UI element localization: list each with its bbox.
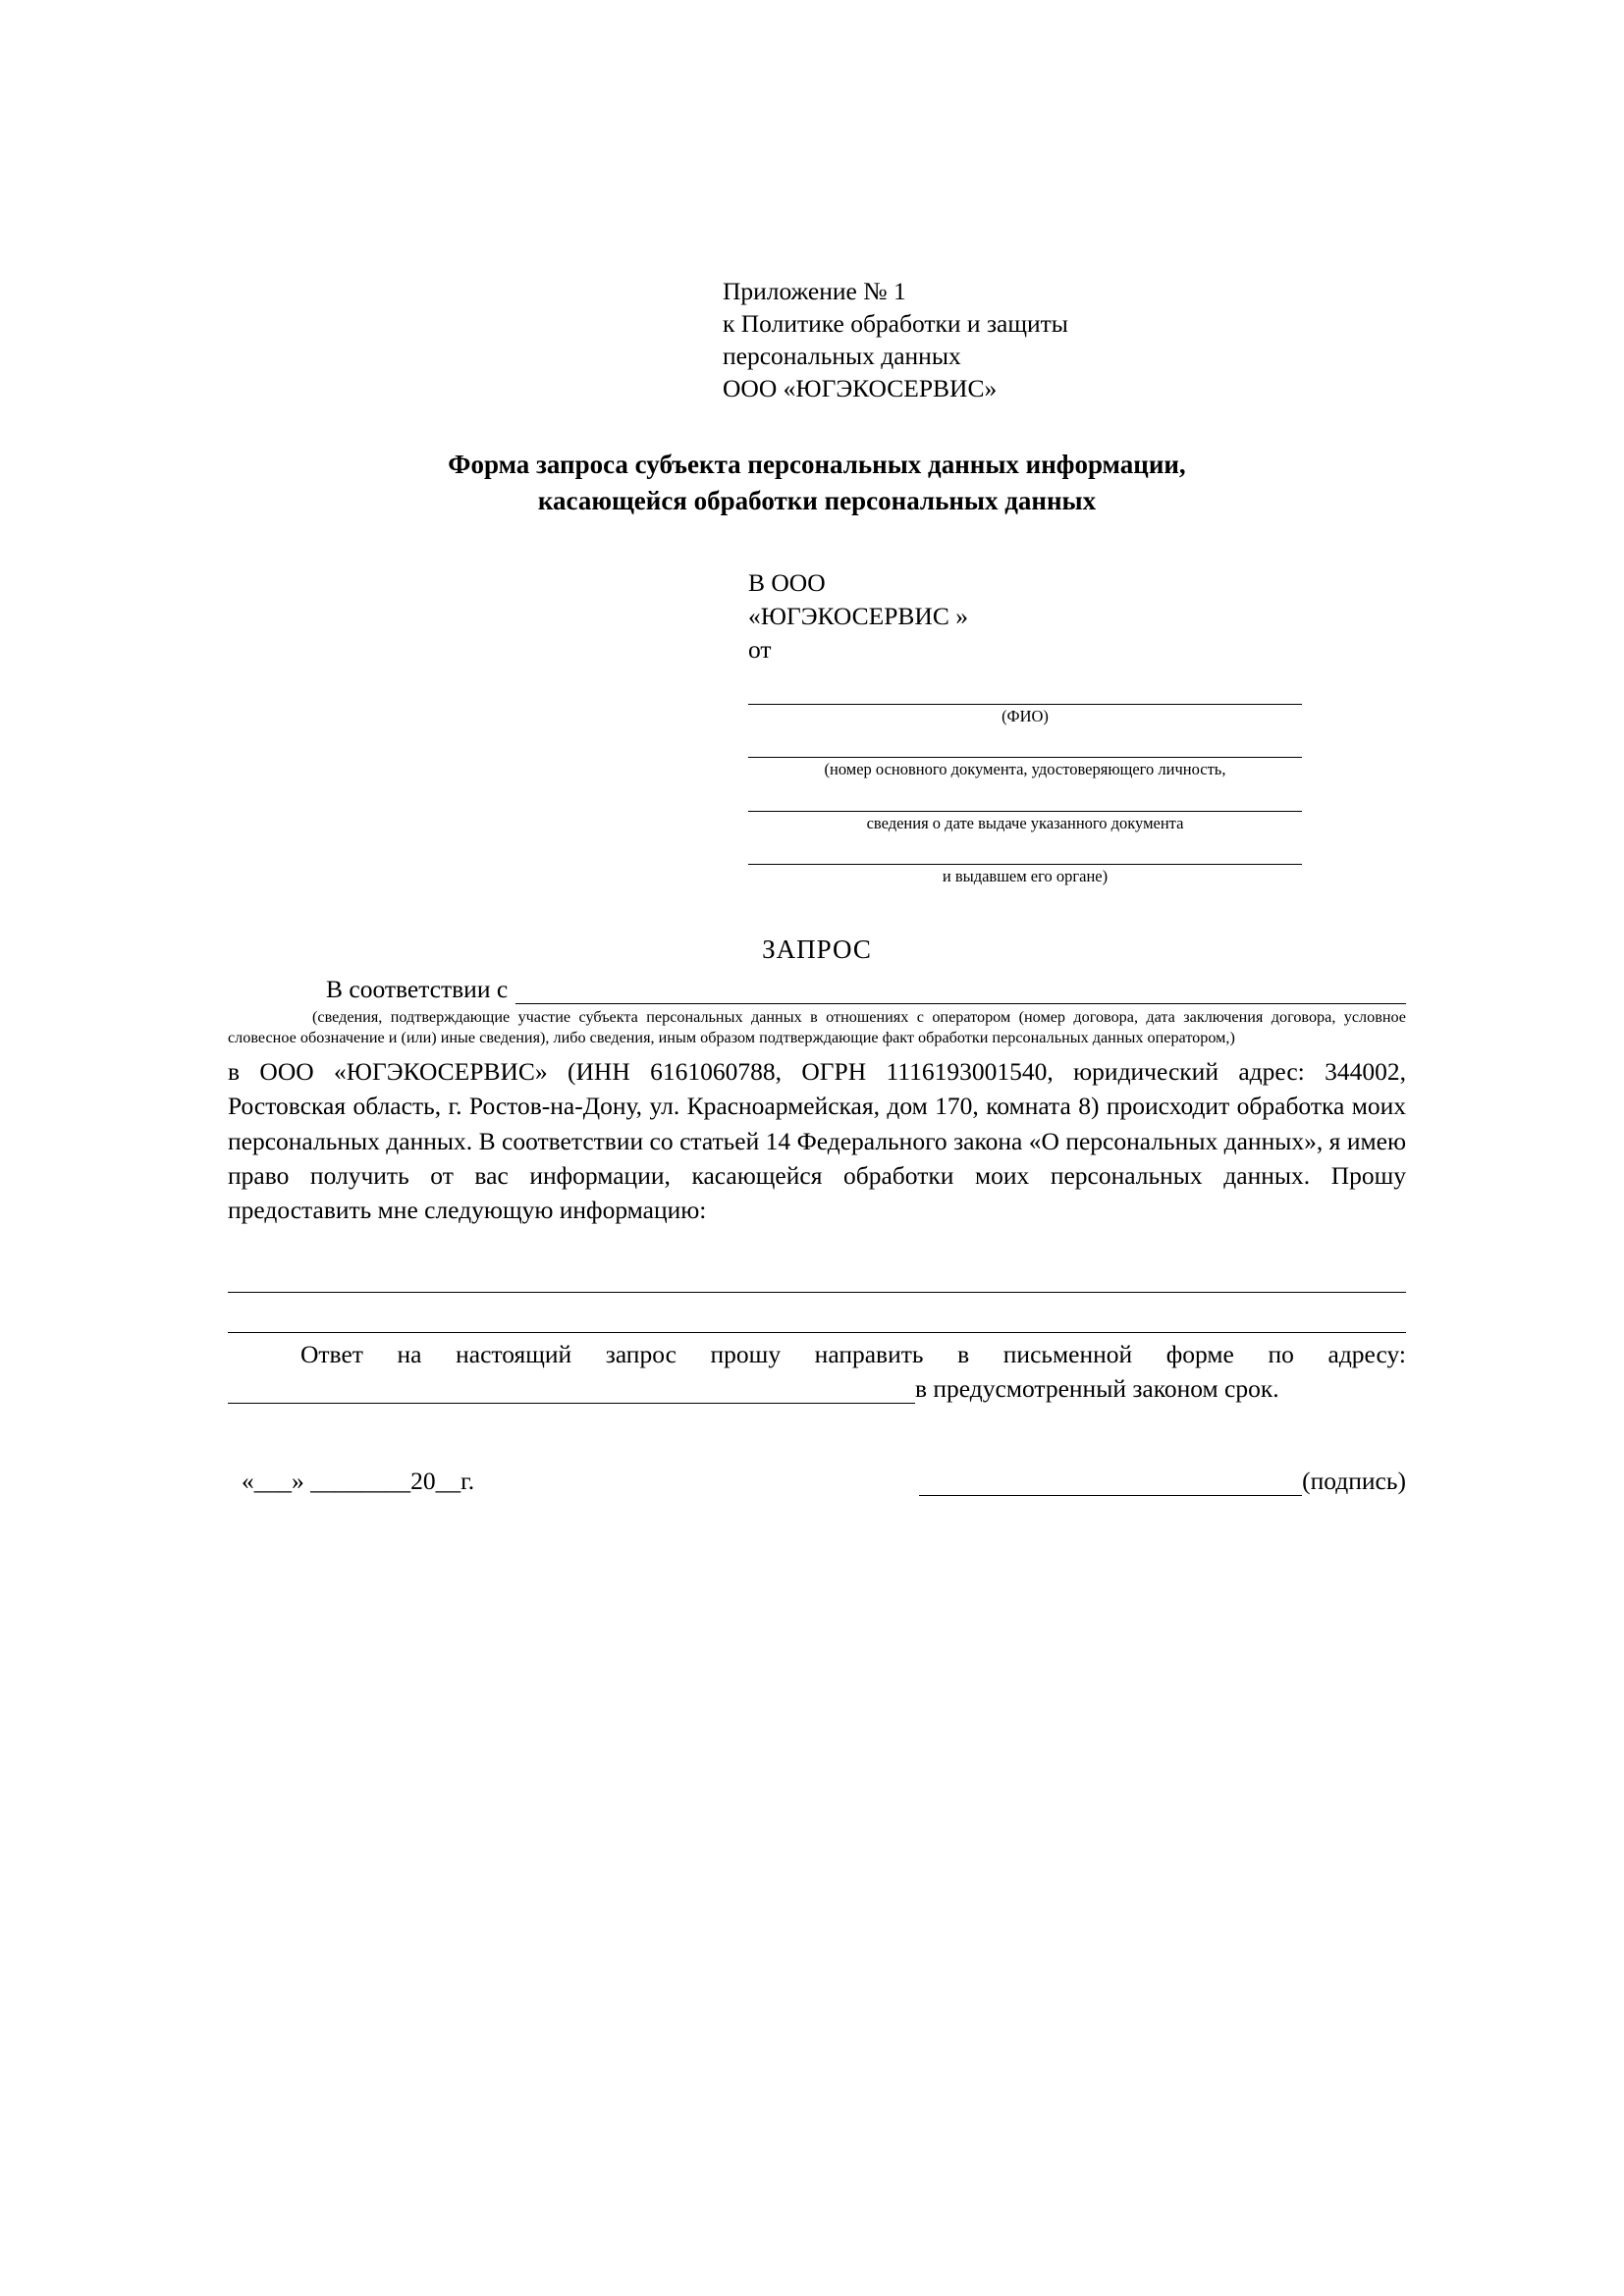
field-document-number-input[interactable] — [748, 734, 1302, 758]
field-issuing-authority-caption: и выдавшем его органе) — [942, 867, 1109, 886]
request-heading: ЗАПРОС — [762, 934, 872, 965]
signature-input[interactable] — [919, 1471, 1302, 1496]
appendix-header — [723, 275, 1406, 405]
accordance-note-text: (сведения, подтверждающие участие субъекта персональных данных в отношениях с оператором (номер договора, дата заключения договора, условное словесное обозначение и (или) иные сведения), либо сведения, иным образом подтверждающие факт обработки персональных данных оператором,) — [228, 1008, 1406, 1047]
field-issuing-authority — [748, 841, 1302, 887]
accordance-input[interactable] — [515, 982, 1406, 1004]
info-blank-line-2[interactable] — [228, 1293, 1406, 1333]
field-document-date-caption: сведения о дате выдаче указанного документа — [866, 813, 1184, 832]
field-document-number-caption: (номер основного документа, удостоверяющего личность, — [824, 760, 1226, 779]
page-title-line-1: Форма запроса субъекта персональных данных информации, — [448, 449, 1186, 479]
request-body: в ООО «ЮГЭКОСЕРВИС» (ИНН 6161060788, ОГРН 1116193001540, юридический адрес: 344002, Ростовская область, г. Ростов-на-Дону, ул. Красноармейская, дом 170, комната 8) происходит обработка моих персональных данных. В соответствии со статьей 14 Федерального закона «О персональных данных», я имею право получить от вас информации, касающейся обработки моих персональных данных. Прошу предоставить мне следующую информацию: — [228, 1057, 1406, 1224]
page-title — [228, 447, 1406, 520]
signature-row — [228, 1467, 1406, 1496]
document-content — [228, 275, 1406, 1496]
appendix-header-line-4: ООО «ЮГЭКОСЕРВИС» — [723, 374, 998, 403]
accordance-label: В соответствии с — [326, 975, 509, 1004]
field-full-name-input[interactable] — [748, 681, 1302, 705]
appendix-header-line-3: персональных данных — [723, 342, 961, 371]
field-full-name — [748, 681, 1302, 727]
field-document-date — [748, 788, 1302, 834]
accordance-note — [228, 1007, 1406, 1048]
answer-address-tail: в предусмотренный законом срок. — [915, 1373, 1279, 1403]
addressee-line-1: В ООО — [748, 568, 826, 598]
field-full-name-caption: (ФИО) — [1001, 706, 1049, 725]
field-document-date-input[interactable] — [748, 788, 1302, 812]
appendix-header-line-2: к Политике обработки и защиты — [723, 309, 1068, 339]
page-title-line-2: касающейся обработки персональных данных — [537, 485, 1097, 515]
addressee-line-2: «ЮГЭКОСЕРВИС » — [748, 602, 968, 631]
answer-address-row — [228, 1374, 1406, 1404]
signature-caption: (подпись) — [1302, 1466, 1406, 1495]
signature-date[interactable]: «___» ________20__г. — [242, 1466, 475, 1495]
info-blank-line-1[interactable] — [228, 1253, 1406, 1293]
answer-instruction: Ответ на настоящий запрос прошу направить в письменной форме по адресу: — [300, 1340, 1406, 1369]
addressee-block — [748, 566, 1406, 667]
answer-address-input[interactable] — [228, 1377, 915, 1404]
appendix-header-line-1: Приложение № 1 — [723, 277, 906, 305]
accordance-row — [228, 975, 1406, 1004]
field-issuing-authority-input[interactable] — [748, 841, 1302, 865]
addressee-line-3: от — [748, 635, 772, 665]
field-document-number — [748, 734, 1302, 780]
